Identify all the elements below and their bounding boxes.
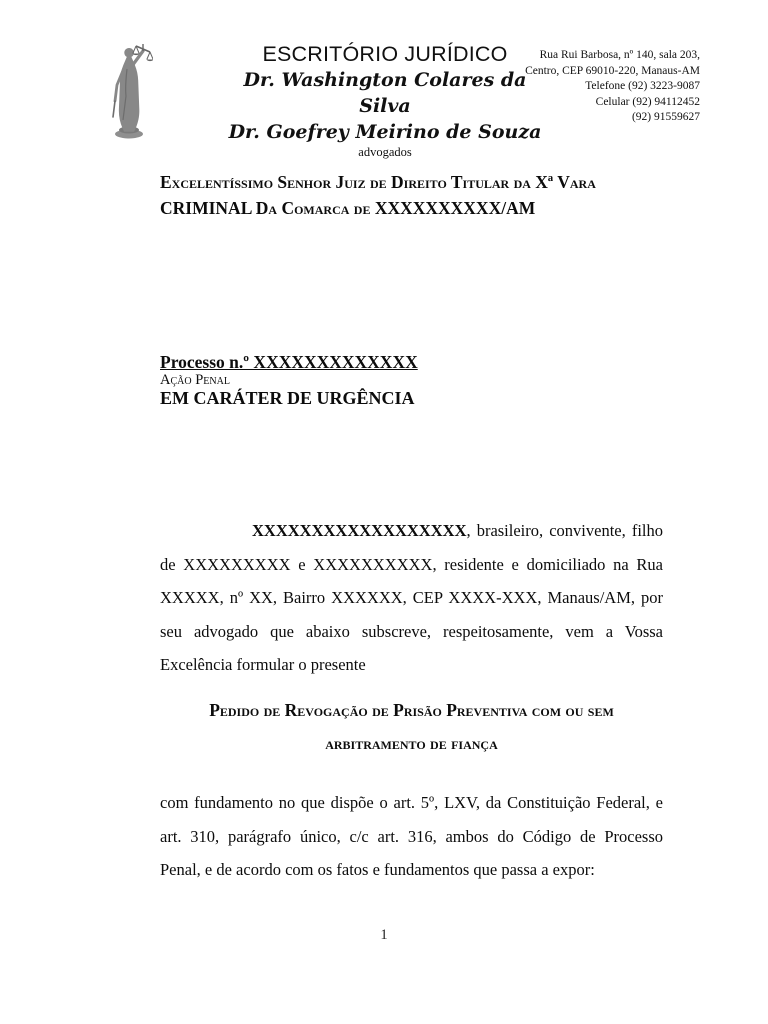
paragraph-line: art. 310, parágrafo único, c/c art. 316, ambos do Código de Processo — [160, 826, 663, 846]
paragraph-line — [160, 514, 663, 548]
contact-line: Rua Rui Barbosa, nº 140, sala 203, — [539, 49, 700, 61]
office-name: ESCRITÓRIO JURÍDICO — [262, 42, 508, 66]
page-number: 1 — [380, 927, 388, 943]
urgency-label: EM CARÁTER DE URGÊNCIA — [160, 388, 415, 408]
addressee-line-2: CRIMINAL Da Comarca de XXXXXXXXXX/AM — [160, 198, 536, 218]
paragraph-line: XXXXX, nº XX, Bairro XXXXXX, CEP XXXX-XXX, Manaus/AM, por — [160, 588, 663, 607]
lady-justice-statue-icon — [107, 39, 153, 141]
contact-line: Telefone (92) 3223-9087 — [585, 80, 700, 92]
addressee-line-1: Excelentíssimo Senhor Juiz de Direito Titular da Xª Vara — [160, 172, 596, 192]
paragraph-line: seu advogado que abaixo subscreve, respeitosamente, vem a Vossa — [160, 621, 663, 641]
grounds-paragraph — [160, 786, 663, 887]
paragraph-line: com fundamento no que dispõe o art. 5º, LXV, da Constituição Federal, e — [160, 793, 663, 812]
advogados-label: advogados — [358, 145, 412, 159]
paragraph-text: , brasileiro, convivente, filho — [466, 521, 663, 540]
petition-title-line-2: arbitramento de fiança — [325, 733, 498, 753]
paragraph-line: de XXXXXXXXX e XXXXXXXXXX, residente e domiciliado na Rua — [160, 554, 663, 574]
petition-title-line-1: Pedido de Revogação de Prisão Preventiva com ou sem — [209, 700, 614, 720]
contact-line: Centro, CEP 69010-220, Manaus-AM — [525, 64, 700, 77]
contact-address-block — [440, 48, 700, 126]
contact-line: (92) 91559627 — [631, 111, 700, 123]
petition-title — [160, 694, 663, 760]
paragraph-line: Penal, e de acordo com os fatos e fundamentos que passa a expor: — [160, 860, 595, 879]
lawyer-name-2: Dr. Goefrey Meirino de Souza — [228, 121, 542, 143]
qualification-paragraph — [160, 514, 663, 682]
action-type-label: Ação Penal — [160, 372, 230, 388]
lawyer-name-1: Dr. Washington Colares da Silva — [243, 69, 527, 117]
party-name: XXXXXXXXXXXXXXXXXX — [252, 521, 467, 540]
paragraph-line: Excelência formular o presente — [160, 655, 366, 674]
process-number: Processo n.º XXXXXXXXXXXXX — [160, 352, 418, 372]
process-identification — [160, 351, 665, 409]
contact-line: Celular (92) 94112452 — [595, 95, 700, 108]
addressee-heading — [160, 169, 665, 221]
